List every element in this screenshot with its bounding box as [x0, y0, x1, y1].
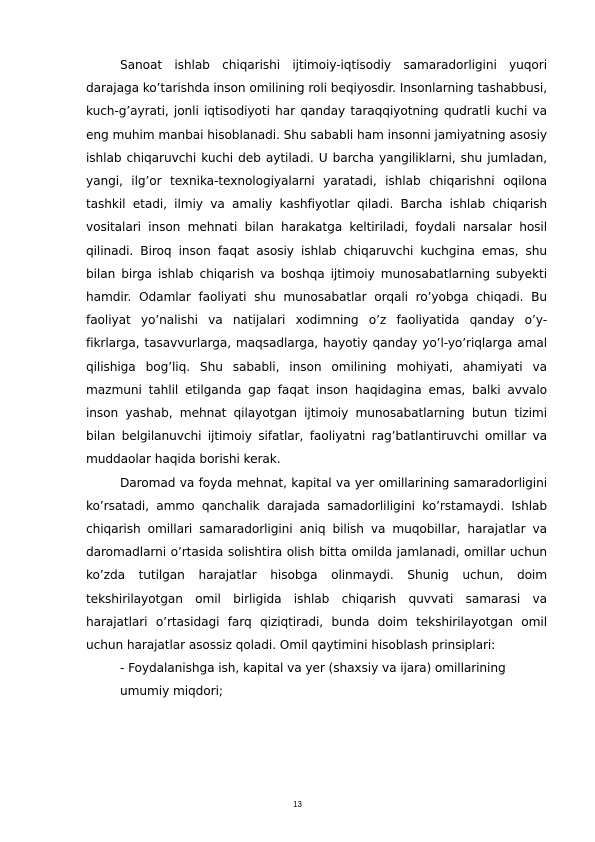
list-item-line-1: - Foydalanishga ish, kapital va yer (shaxsiy va ijara) omillarining [120, 661, 506, 676]
page-body [86, 54, 547, 704]
paragraph-1: Sanoat ishlab chiqarishi ijtimoiy-iqtisodiy samaradorligini yuqori darajaga ko’tarishda inson omilining roli beqiyosdir. Insonlarning tashabbusi, kuch-g’ayrati, jonli iqtisodiyoti har qanday taraqqiyotning qudratli kuchi va eng muhim manbai hisoblanadi. Shu sababli ham insonni jamiyatning asosiy ishlab chiqaruvchi kuchi deb aytiladi. U barcha yangiliklarni, shu jumladan, yangi, ilg’or texnika-texnologiyalarni yaratadi, ishlab chiqarishni oqilona tashkil etadi, ilmiy va amaliy kashfiyotlar qiladi. Barcha ishlab chiqarish vositalari inson mehnati bilan harakatga keltiriladi, foydali narsalar hosil qilinadi. Biroq inson faqat asosiy ishlab chiqaruvchi kuchgina emas, shu bilan birga ishlab chiqarish va boshqa ijtimoiy munosabatlarning subyekti hamdir. Odamlar faoliyati shu munosabatlar orqali ro’yobga chiqadi. Bu faoliyat yo’nalishi va natijalari xodimning o’z faoliyatida qanday o’y-fikrlarga, tasavvurlarga, maqsadlarga, hayotiy qanday yo’l-yo’riqlarga amal qilishiga bog’liq. Shu sababli, inson omilining mohiyati, ahamiyati va mazmuni tahlil etilganda gap faqat inson haqidagina emas, balki avvalo inson yashab, mehnat qilayotgan ijtimoiy munosabatlarning butun tizimi bilan belgilanuvchi ijtimoiy sifatlar, faoliyatni rag’batlantiruvchi omillar va muddaolar haqida borishi kerak. [86, 58, 547, 467]
list-item-line-2: umumiy miqdori; [120, 684, 223, 699]
paragraph-2: Daromad va foyda mehnat, kapital va yer omillarining samaradorligini ko’rsatadi, ammo qanchalik darajada samadorliligini ko’rstamaydi. Ishlab chiqarish omillari samaradorligini aniq bilish va muqobillar, harajatlar va daromadlarni o’rtasida solishtira olish bitta omilda jamlanadi, omillar uchun ko’zda tutilgan harajatlar hisobga olinmaydi. Shunig uchun, doim tekshirilayotgan omil birligida ishlab chiqarish quvvati samarasi va harajatlari o’rtasidagi farq qiziqtiradi, bunda doim tekshirilayotgan omil uchun harajatlar asossiz qoladi. Omil qaytimini hisoblash prinsiplari: [86, 475, 547, 653]
page-number: 13 [293, 800, 302, 809]
